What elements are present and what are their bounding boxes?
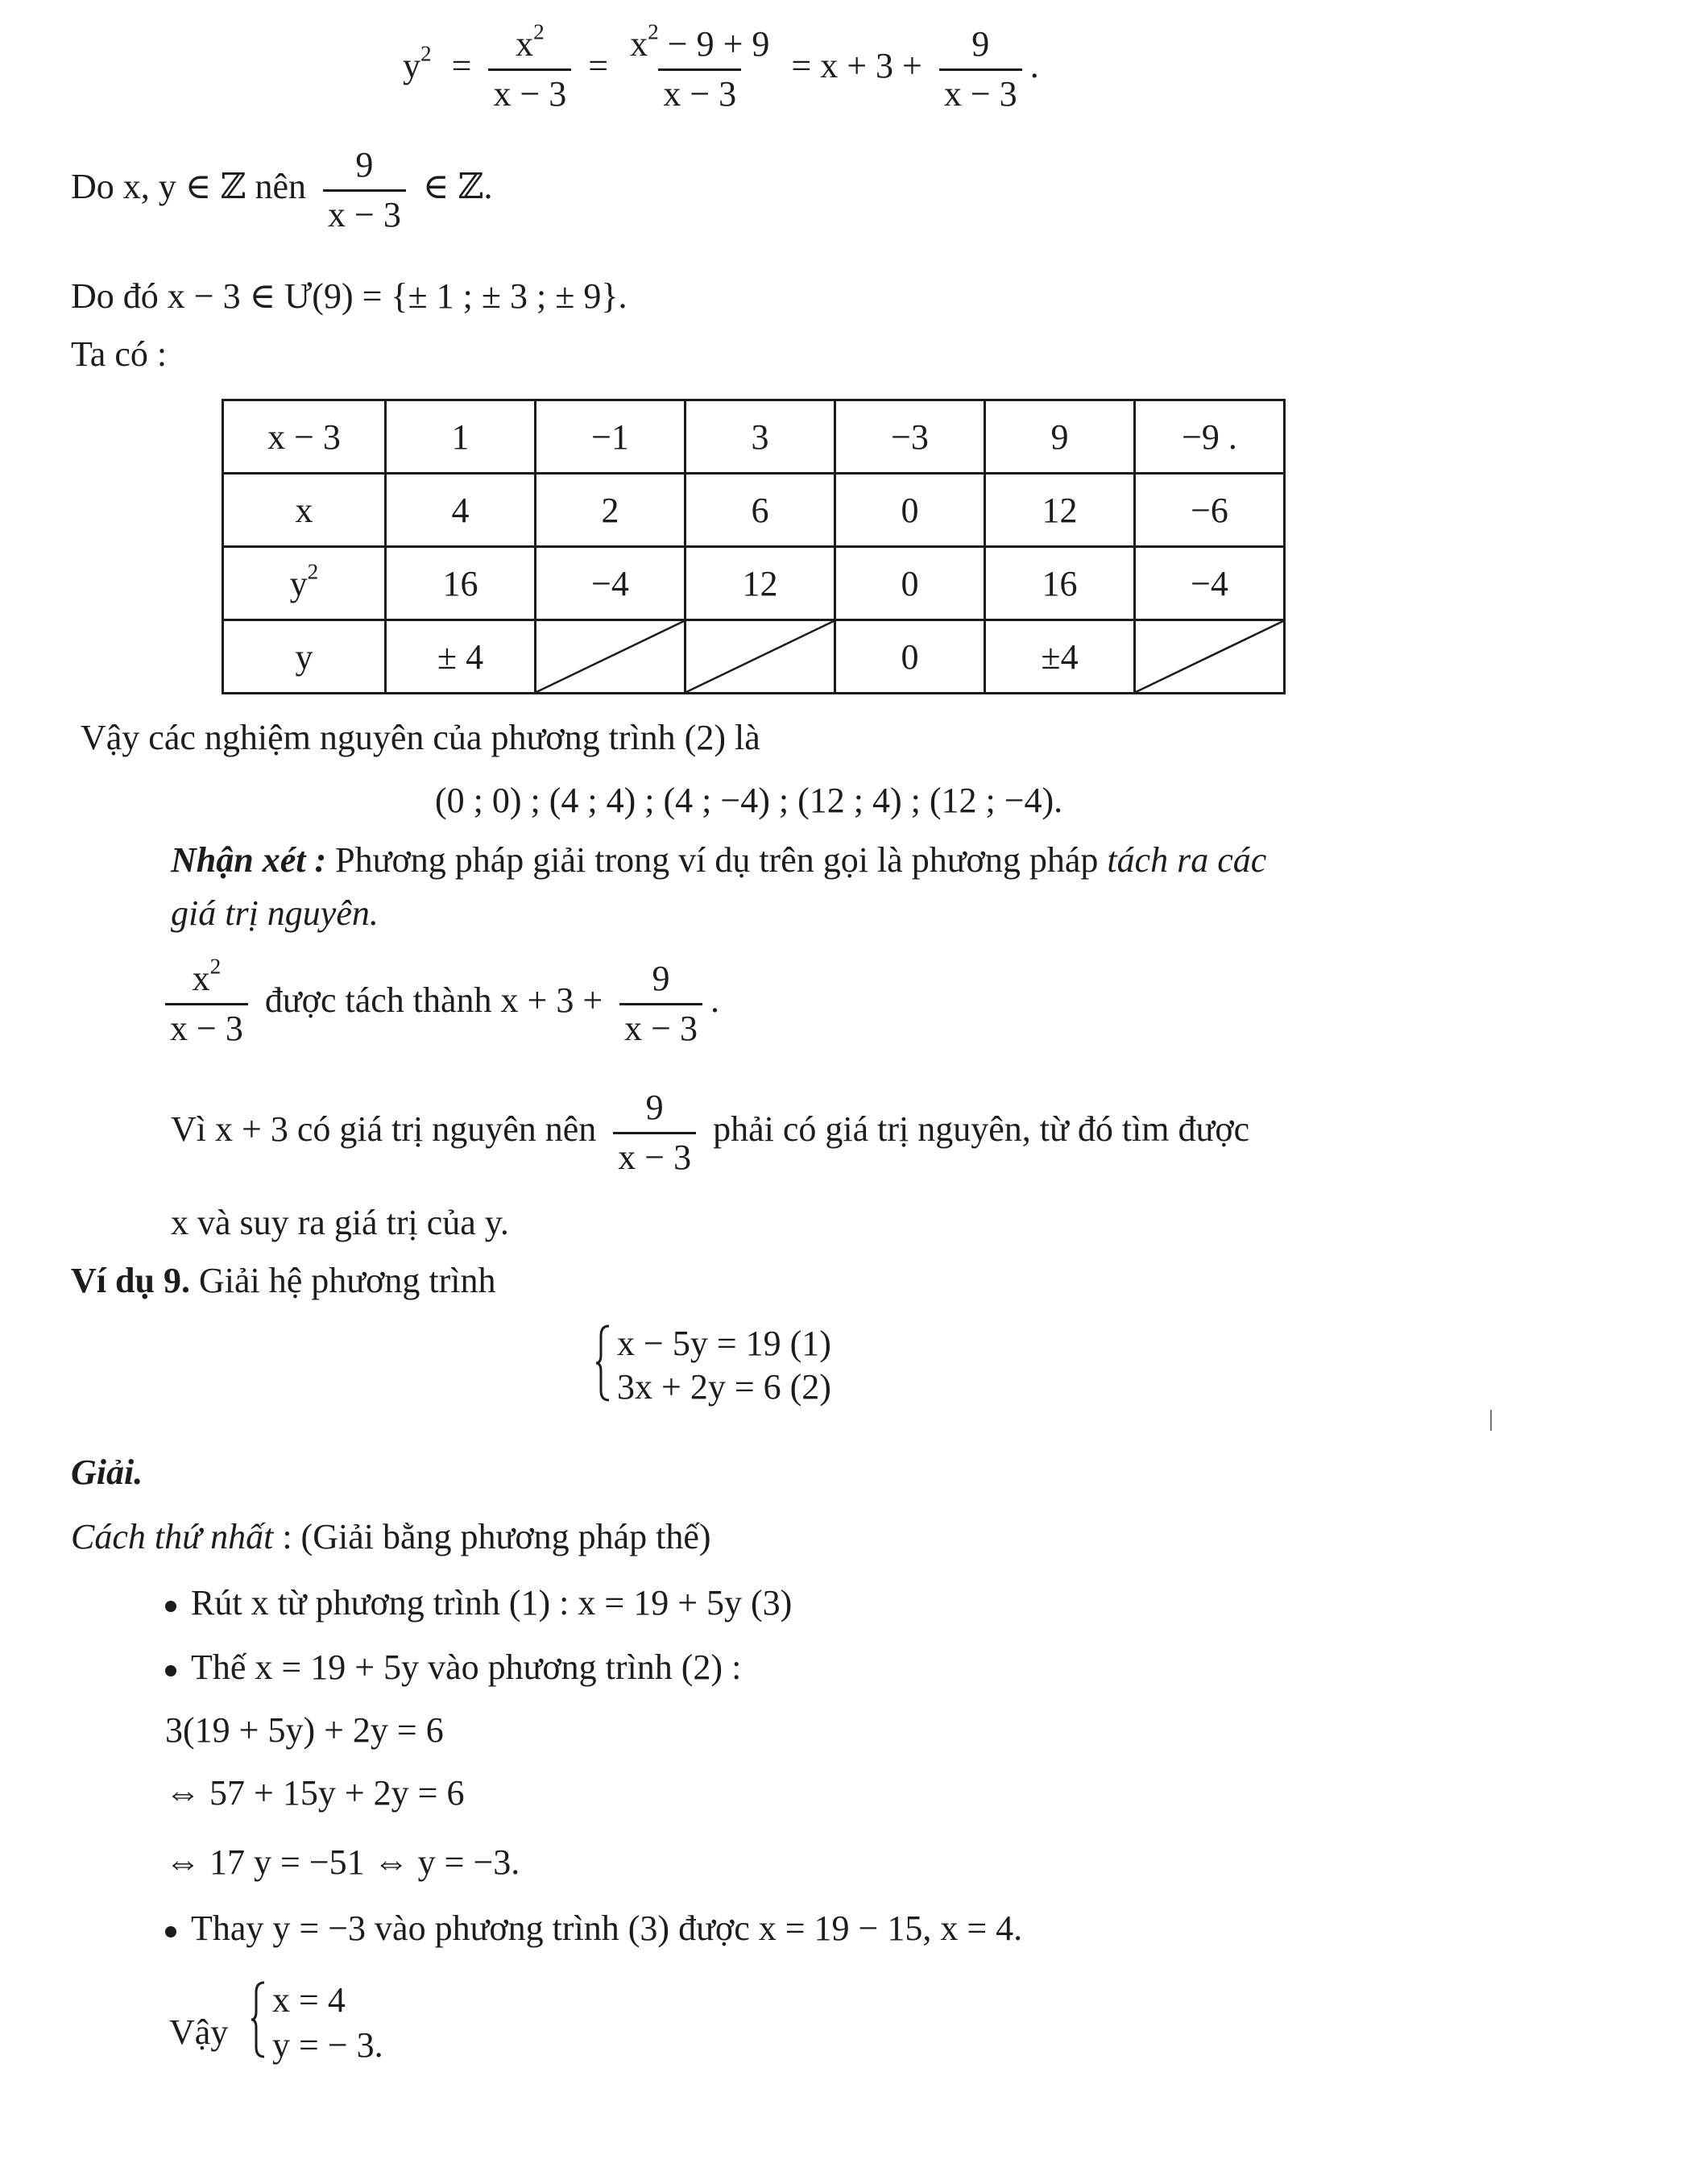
- bullet-icon: [165, 1926, 176, 1937]
- crossed-out-cell: [536, 620, 685, 694]
- solution-heading: Giải.: [71, 1453, 143, 1492]
- table-cell: 16: [386, 547, 536, 620]
- split-line: $\frac{x^2}{x - 3}$ được tách thành x + 3 + $\frac{9}{x - 3}$ .: [165, 959, 719, 1049]
- solutions-line: (0 ; 0) ; (4 ; 4) ; (4 ; −4) ; (12 ; 4) ; (12 ; −4).: [435, 781, 1063, 820]
- table-cell: 16: [985, 547, 1135, 620]
- table-cell: 0: [835, 547, 985, 620]
- because-continuation: x và suy ra giá trị của y.: [171, 1203, 509, 1242]
- left-brace-icon: [250, 1981, 267, 2058]
- bullet-icon: [165, 1601, 176, 1612]
- step-3: Thay y = −3 vào phương trình (3) được x = 19 − 15, x = 4.: [165, 1906, 1022, 1950]
- table-cell: 1: [386, 400, 536, 474]
- example-9-heading: Ví dụ 9. Giải hệ phương trình: [71, 1261, 496, 1300]
- remark-line-1: Nhận xét : Phương pháp giải trong ví dụ trên gọi là phương pháp tách ra các: [171, 840, 1267, 880]
- table-cell: 0: [835, 474, 985, 547]
- row-header: x: [223, 474, 386, 547]
- taco-line: Ta có :: [71, 334, 168, 374]
- calc-3: ⇔ 17 y = −51 ⇔ y = −3.: [165, 1842, 520, 1882]
- table-cell: 4: [386, 474, 536, 547]
- fraction-9-over-x-3: $\frac{9}{x - 3}$: [939, 24, 1022, 114]
- table-cell: −4: [536, 547, 685, 620]
- divisors-line: Do đó x − 3 ∈ Ư(9) = {± 1 ; ± 3 ; ± 9}.: [71, 276, 627, 316]
- row-header: $y^2$: [223, 547, 386, 620]
- table-cell: −1: [536, 400, 685, 474]
- table-cell: 3: [685, 400, 835, 474]
- step-2: Thế x = 19 + 5y vào phương trình (2) :: [165, 1645, 741, 1689]
- table-cell: −9 .: [1135, 400, 1285, 474]
- table-cell: 9: [985, 400, 1135, 474]
- step-1: Rút x từ phương trình (1) : x = 19 + 5y (3): [165, 1581, 792, 1625]
- conclusion-line: Vậy các nghiệm nguyên của phương trình (2) là: [81, 718, 760, 757]
- table-cell: 0: [835, 620, 985, 694]
- calc-2: ⇔ 57 + 15y + 2y = 6: [165, 1773, 465, 1813]
- table-cell: −3: [835, 400, 985, 474]
- table-cell: ±4: [985, 620, 1135, 694]
- calc-1: 3(19 + 5y) + 2y = 6: [165, 1710, 444, 1750]
- left-brace-icon: [594, 1324, 612, 1402]
- final-label: Vậy: [169, 2012, 229, 2052]
- row-header: y: [223, 620, 386, 694]
- values-table: [222, 399, 1286, 694]
- equation-system: x − 5y = 19 (1) 3x + 2y = 6 (2): [594, 1321, 933, 1410]
- table-row: [223, 400, 1285, 474]
- crossed-out-cell: [1135, 620, 1285, 694]
- fraction-x2-over-x-3: $\frac{x^2}{x - 3}$: [488, 24, 571, 114]
- table-row: [223, 547, 1285, 620]
- table-cell: −6: [1135, 474, 1285, 547]
- remark-line-2: giá trị nguyên.: [171, 893, 379, 933]
- final-system: x = 4 y = − 3.: [250, 1978, 491, 2066]
- because-line: Vì x + 3 có giá trị nguyên nên $\frac{9}{x - 3}$ phải có giá trị nguyên, từ đó tìm được: [171, 1088, 1250, 1177]
- integer-condition-line: Do x, y ∈ ℤ nên $\frac{9}{x - 3}$ ∈ ℤ.: [71, 145, 493, 234]
- row-header: x − 3: [223, 400, 386, 474]
- method-1-heading: Cách thứ nhất : (Giải bằng phương pháp thế): [71, 1517, 711, 1556]
- fraction-expanded: $\frac{x^2 - 9 + 9}{x - 3}$: [630, 19, 770, 114]
- table-cell: 12: [685, 547, 835, 620]
- table-cell: 6: [685, 474, 835, 547]
- equation-y-squared: $y^2$ = $\frac{x^2}{x - 3}$ = $\frac{x^2 - 9 + 9}{x - 3}$ = x + 3 + $\frac{9}{x - 3}$ .: [403, 19, 1039, 114]
- table-cell: ± 4: [386, 620, 536, 694]
- table-row: [223, 474, 1285, 547]
- table-cell: −4: [1135, 547, 1285, 620]
- scan-mark: [1490, 1410, 1492, 1431]
- crossed-out-cell: [685, 620, 835, 694]
- bullet-icon: [165, 1665, 176, 1676]
- table-cell: 12: [985, 474, 1135, 547]
- table-cell: 2: [536, 474, 685, 547]
- table-row: [223, 620, 1285, 694]
